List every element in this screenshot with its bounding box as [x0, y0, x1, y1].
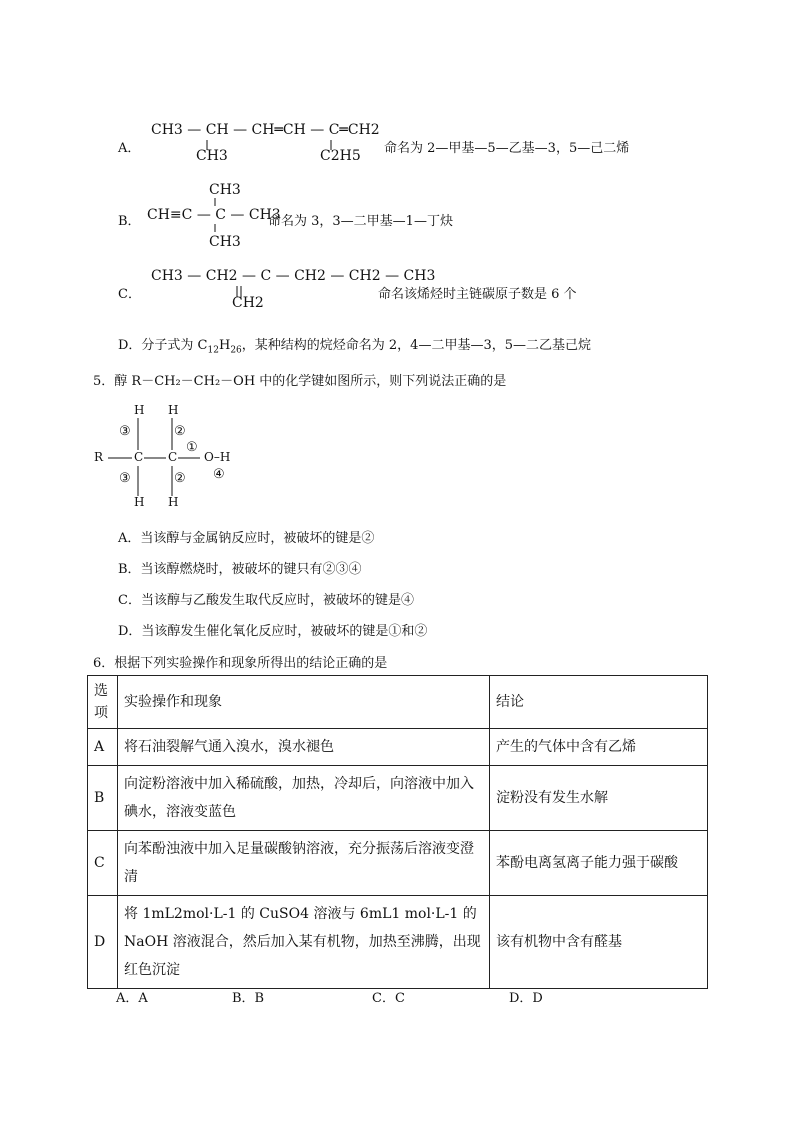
q5-bond-label-3: ③: [119, 424, 131, 439]
q5-option-b: B．当该醇燃烧时，被破坏的键只有②③④: [118, 562, 362, 577]
table-cell-option: A: [88, 729, 118, 766]
q5-atom-h: H: [168, 403, 179, 417]
q4-option-a-sub1: CH3: [196, 148, 228, 164]
q4-option-a-label: A．: [118, 141, 141, 156]
q5-bond-label-4: ④: [213, 467, 225, 482]
q6-stem: 6．根据下列实验操作和现象所得出的结论正确的是: [93, 656, 388, 671]
q4-option-d-text: ，某种结构的烷烃命名为 2，4—二甲基—3，5—二乙基己烷: [241, 338, 591, 353]
table-row: [88, 831, 708, 896]
q4-option-d-prefix: D．分子式为 C: [118, 338, 208, 353]
table-header-row: [88, 676, 708, 729]
table-cell-option: D: [88, 896, 118, 989]
q5-atom-oh: O–H: [204, 450, 231, 464]
q5-bond-label-2: ②: [174, 424, 186, 439]
q4-option-d: [118, 334, 591, 356]
q4-option-c-text: 命名该烯烃时主链碳原子数是 6 个: [378, 287, 577, 302]
table-cell-conclusion: 该有机物中含有醛基: [490, 896, 708, 989]
table-row: [88, 896, 708, 989]
q5-stem: 5．醇 R－CH₂－CH₂－OH 中的化学键如图所示，则下列说法正确的是: [93, 374, 507, 389]
q4-option-b-top: CH3: [209, 182, 241, 198]
q5-option-d: D．当该醇发生催化氧化反应时，被破坏的键是①和②: [118, 624, 428, 639]
table-header-operation: 实验操作和现象: [118, 676, 490, 729]
q5-option-a: A．当该醇与金属钠反应时，被破坏的键是②: [118, 531, 375, 546]
q4-option-c-label: C．: [118, 287, 141, 302]
q4-option-b-formula: CH≡C — C — CH3: [147, 207, 281, 223]
q4-option-c-sub: CH2: [232, 295, 264, 311]
q5-atom-r: R: [94, 450, 104, 464]
q4-option-b-text: 命名为 3，3—二甲基—1—丁炔: [268, 214, 453, 229]
q6-table: [87, 675, 708, 989]
q6-answer-d: D．D: [509, 991, 543, 1006]
q4-option-c-formula: CH3 — CH2 — C — CH2 — CH2 — CH3: [151, 268, 436, 284]
table-cell-operation: 将石油裂解气通入溴水，溴水褪色: [118, 729, 490, 766]
q5-bond-label-1: ①: [186, 440, 198, 455]
table-cell-conclusion: 产生的气体中含有乙烯: [490, 729, 708, 766]
table-cell-option: B: [88, 766, 118, 831]
q6-answer-b: B．B: [232, 991, 265, 1006]
table-cell-operation: 向淀粉溶液中加入稀硫酸，加热，冷却后，向溶液中加入碘水，溶液变蓝色: [118, 766, 490, 831]
table-cell-operation: 向苯酚浊液中加入足量碳酸钠溶液，充分振荡后溶液变澄清: [118, 831, 490, 896]
q5-atom-h: H: [134, 495, 145, 509]
q5-bond-label-3: ③: [119, 471, 131, 486]
table-cell-conclusion: 苯酚电离氢离子能力强于碳酸: [490, 831, 708, 896]
q4-option-a-formula: CH3 — CH — CH═CH — C═CH2: [151, 122, 380, 138]
q4-option-a-text: 命名为 2—甲基—5—乙基—3，5—己二烯: [384, 141, 630, 156]
q4-option-a-sub2: C2H5: [320, 148, 361, 164]
q4-option-d-sub1: 12: [207, 345, 219, 356]
q5-atom-h: H: [134, 403, 145, 417]
table-header-conclusion: 结论: [490, 676, 708, 729]
table-cell-operation: 将 1mL2mol·L-1 的 CuSO4 溶液与 6mL1 mol·L-1 的 NaOH 溶液混合，然后加入某有机物，加热至沸腾，出现红色沉淀: [118, 896, 490, 989]
q5-atom-h: H: [168, 495, 179, 509]
table-row: [88, 729, 708, 766]
q4-option-b-label: B．: [118, 214, 141, 229]
q4-option-d-sub2: 26: [230, 345, 242, 356]
q4-option-b-bottom: CH3: [209, 234, 241, 250]
table-cell-conclusion: 淀粉没有发生水解: [490, 766, 708, 831]
q5-atom-c2: C: [168, 450, 178, 464]
q5-bond-label-2: ②: [174, 471, 186, 486]
q5-atom-c1: C: [134, 450, 144, 464]
table-row: [88, 766, 708, 831]
q4-option-d-mid: H: [218, 338, 231, 353]
q6-answer-c: C．C: [372, 991, 405, 1006]
q6-answer-a: A．A: [116, 991, 148, 1006]
table-cell-option: C: [88, 831, 118, 896]
q5-option-c: C．当该醇与乙酸发生取代反应时，被破坏的键是④: [118, 593, 414, 608]
table-header-option: 选项: [88, 676, 118, 729]
